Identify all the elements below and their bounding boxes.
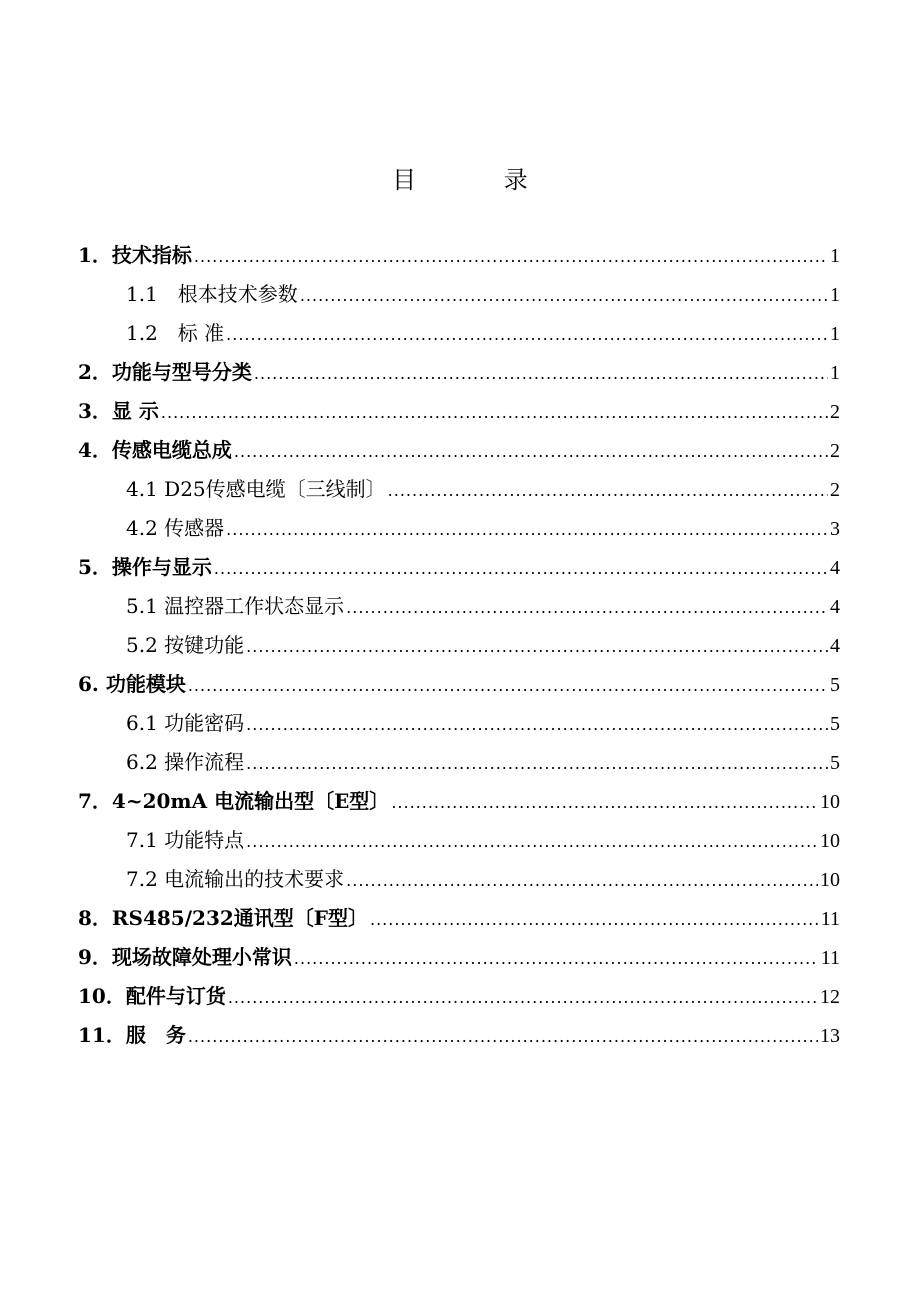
page-title: 目 录 xyxy=(392,166,568,194)
toc-entry[interactable] xyxy=(78,275,840,314)
toc-entry[interactable] xyxy=(78,665,840,704)
toc-entry[interactable] xyxy=(78,353,840,392)
toc-dot-leader xyxy=(254,354,828,393)
toc-entry[interactable] xyxy=(78,587,840,626)
toc-page-number: 1 xyxy=(830,362,840,384)
toc-entry[interactable] xyxy=(78,314,840,353)
toc-entry[interactable] xyxy=(78,938,840,977)
toc-entry[interactable] xyxy=(78,392,840,431)
toc-page-number: 12 xyxy=(820,986,840,1008)
toc-page-number: 11 xyxy=(820,947,840,969)
toc-entry-label: 4.1 D25传感电缆〔三线制〕 xyxy=(126,477,386,501)
toc-entry-label: 8．RS485/232通讯型〔F型〕 xyxy=(78,906,368,930)
toc-entry[interactable] xyxy=(78,509,840,548)
toc-page-number: 4 xyxy=(830,635,840,657)
toc-page-number: 10 xyxy=(820,830,840,852)
toc-page-number: 2 xyxy=(830,479,840,501)
toc-page-number: 4 xyxy=(830,557,840,579)
toc-entry[interactable] xyxy=(78,977,840,1016)
toc-dot-leader xyxy=(246,627,828,666)
toc-page-number: 1 xyxy=(830,284,840,306)
toc-dot-leader xyxy=(226,315,828,354)
toc-dot-leader xyxy=(226,510,828,549)
toc-dot-leader xyxy=(294,939,819,978)
toc-dot-leader xyxy=(161,393,828,432)
toc-entry-label: 4．传感电缆总成 xyxy=(78,438,232,462)
toc-page-number: 11 xyxy=(820,908,840,930)
toc-dot-leader xyxy=(246,822,818,861)
toc-dot-leader xyxy=(246,705,828,744)
toc-dot-leader xyxy=(388,471,828,510)
toc-page-number: 10 xyxy=(820,791,840,813)
toc-dot-leader xyxy=(188,1017,818,1056)
toc-dot-leader xyxy=(214,549,828,588)
toc-entry-label: 5.2 按键功能 xyxy=(126,633,245,657)
toc-entry-label: 9．现场故障处理小常识 xyxy=(78,945,292,969)
toc-entry[interactable] xyxy=(78,1016,840,1055)
toc-dot-leader xyxy=(194,237,828,276)
toc-page-number: 5 xyxy=(830,752,840,774)
toc-dot-leader xyxy=(346,861,818,900)
toc-entry-label: 4.2 传感器 xyxy=(126,516,225,540)
toc-entry-label: 5.1 温控器工作状态显示 xyxy=(126,594,345,618)
toc-entry[interactable] xyxy=(78,704,840,743)
toc-entry-label: 6.2 操作流程 xyxy=(126,750,245,774)
toc-entry-label: 1.2 标 准 xyxy=(126,321,225,345)
toc-entry[interactable] xyxy=(78,236,840,275)
toc-page-number: 3 xyxy=(830,518,840,540)
toc-entry-label: 1．技术指标 xyxy=(78,243,192,267)
toc-dot-leader xyxy=(391,783,818,822)
toc-page-number: 2 xyxy=(830,440,840,462)
toc-entry-label: 10．配件与订货 xyxy=(78,984,226,1008)
toc-dot-leader xyxy=(300,276,828,315)
toc-entry-label: 11．服 务 xyxy=(78,1023,186,1047)
toc-page-number: 1 xyxy=(830,323,840,345)
toc-entry[interactable] xyxy=(78,782,840,821)
toc-dot-leader xyxy=(228,978,818,1017)
toc-entry[interactable] xyxy=(78,743,840,782)
toc-page-number: 13 xyxy=(820,1025,840,1047)
toc-page-number: 5 xyxy=(830,674,840,696)
toc-entry[interactable] xyxy=(78,626,840,665)
toc-dot-leader xyxy=(370,900,819,939)
toc-entry[interactable] xyxy=(78,821,840,860)
toc-dot-leader xyxy=(234,432,828,471)
toc-entry-label: 3．显 示 xyxy=(78,399,159,423)
toc-page-number: 1 xyxy=(830,245,840,267)
toc-entry-label: 6. 功能模块 xyxy=(78,672,186,696)
toc-page-number: 5 xyxy=(830,713,840,735)
toc-dot-leader xyxy=(346,588,828,627)
toc-page-number: 10 xyxy=(820,869,840,891)
toc-page-number: 2 xyxy=(830,401,840,423)
toc-entry-label: 5．操作与显示 xyxy=(78,555,212,579)
toc-entry-label: 7.2 电流输出的技术要求 xyxy=(126,867,345,891)
toc-entry[interactable] xyxy=(78,860,840,899)
toc-entry[interactable] xyxy=(78,431,840,470)
toc-entry-label: 1.1 根本技术参数 xyxy=(126,282,298,306)
toc-page-number: 4 xyxy=(830,596,840,618)
toc-entry[interactable] xyxy=(78,548,840,587)
toc-dot-leader xyxy=(188,666,828,705)
toc-dot-leader xyxy=(246,744,828,783)
toc-entry-label: 7.1 功能特点 xyxy=(126,828,245,852)
toc-entry-label: 2．功能与型号分类 xyxy=(78,360,252,384)
toc-list xyxy=(78,236,840,1055)
toc-entry-label: 6.1 功能密码 xyxy=(126,711,245,735)
toc-entry-label: 7．4~20mA 电流输出型〔E型〕 xyxy=(78,789,390,813)
toc-entry[interactable] xyxy=(78,899,840,938)
toc-entry[interactable] xyxy=(78,470,840,509)
